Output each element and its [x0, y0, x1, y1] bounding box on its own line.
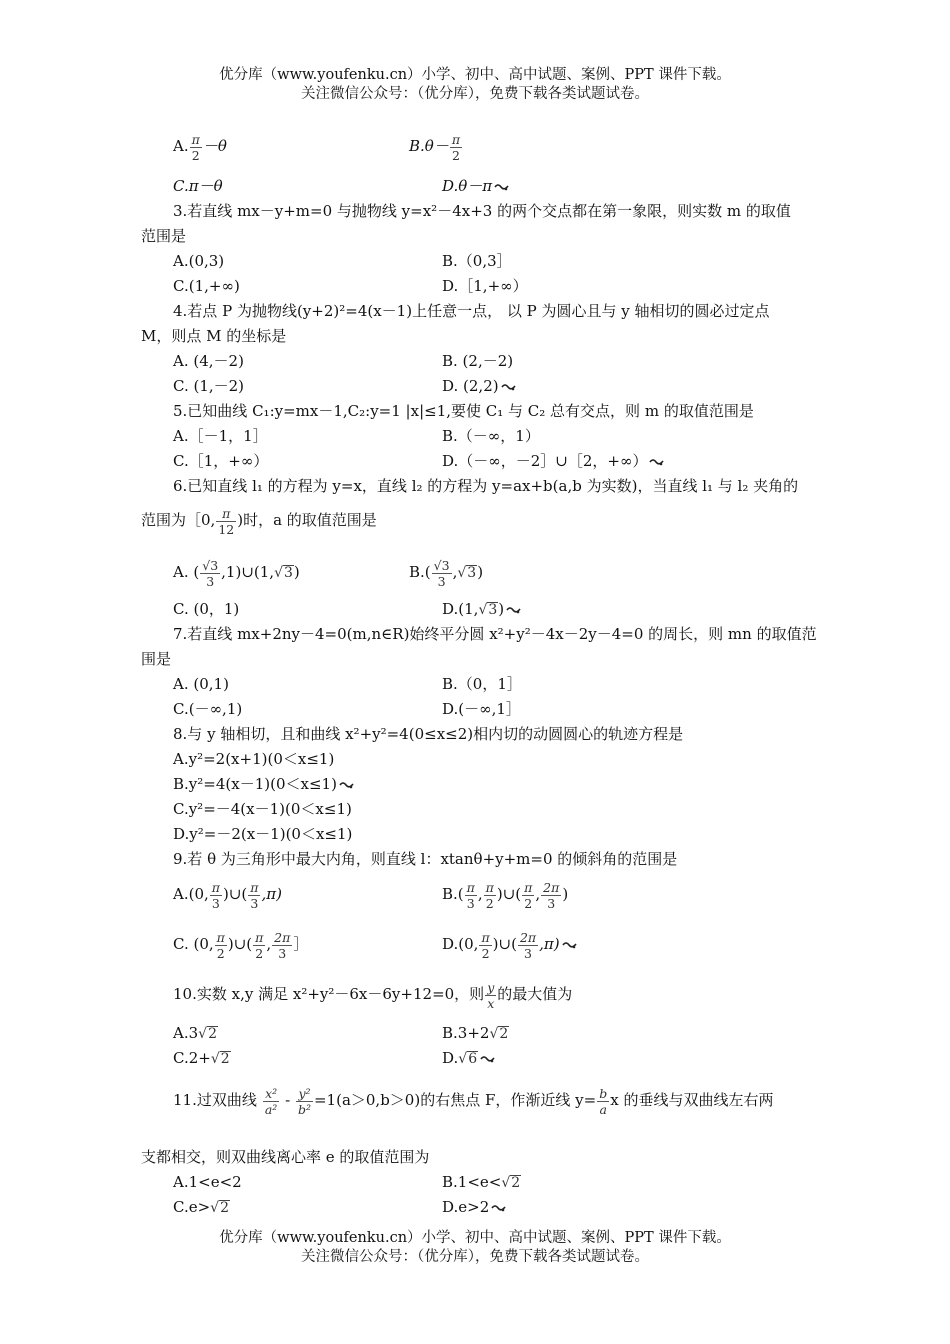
- q9-option-b: B.( $\frac{\pi}{3}$ , $\frac{\pi}{2}$ )∪( $\frac{\pi}{2}$ , $\frac{2\pi}{3}$ ): [442, 879, 569, 911]
- q7-option-c: C.(－∞,1): [173, 700, 243, 718]
- q3-option-b: B.（0,3］: [442, 252, 512, 270]
- q9-stem: 9.若 θ 为三角形中最大内角，则直线 l：xtanθ+y+m=0 的倾斜角的范围是: [173, 850, 678, 868]
- q2-option-a: A. $\frac{\pi}{2}$ －θ: [173, 131, 227, 163]
- q2-option-b: B.θ－ $\frac{\pi}{2}$: [409, 131, 461, 163]
- answer-mark-icon: [562, 941, 577, 950]
- q11-option-c: C.e>√2: [173, 1198, 229, 1216]
- q6-stem-line-2: 范围为［0, $\frac{\pi}{12}$ )时，a 的取值范围是: [141, 505, 377, 537]
- q8-option-d: D.y²=－2(x－1)(0＜x≤1): [173, 825, 353, 843]
- q4-stem-line-1: 4.若点 P 为抛物线(y+2)²=4(x－1)上任意一点， 以 P 为圆心且与 y 轴相切的圆必过定点: [173, 302, 770, 320]
- answer-mark-icon: [501, 383, 516, 392]
- footer-line-2: 关注微信公众号：（优分库），免费下载各类试题试卷。: [301, 1249, 649, 1265]
- page-footer: [0, 1229, 950, 1267]
- q4-option-b: B. (2,－2): [442, 352, 514, 370]
- q6-stem-line-1: 6.已知直线 l₁ 的方程为 y=x，直线 l₂ 的方程为 y=ax+b(a,b 为实数)，当直线 l₁ 与 l₂ 夹角的: [173, 477, 799, 495]
- q4-stem-line-2: M，则点 M 的坐标是: [141, 327, 287, 345]
- q3-option-c: C.(1,+∞): [173, 277, 240, 295]
- q5-stem: 5.已知曲线 C₁:y=mx－1,C₂:y=1 |x|≤1,要使 C₁ 与 C₂ 总有交点，则 m 的取值范围是: [173, 402, 754, 420]
- q2-option-c: C.π－θ: [173, 177, 223, 195]
- q4-option-a: A. (4,－2): [173, 352, 244, 370]
- q7-option-d: D.(－∞,1］: [442, 700, 521, 718]
- q8-stem: 8.与 y 轴相切，且和曲线 x²+y²=4(0≤x≤2)相内切的动圆圆心的轨迹方程是: [173, 725, 684, 743]
- q8-option-a: A.y²=2(x+1)(0＜x≤1): [173, 750, 335, 768]
- q6-option-a: A. ( $\frac{√3}{3}$ ,1)∪(1,√3): [173, 557, 300, 589]
- q10-stem: 10.实数 x,y 满足 x²+y²－6x－6y+12=0，则 $\frac{y}{x}$ 的最大值为: [173, 979, 573, 1011]
- q11-stem-line-2: 支都相交，则双曲线离心率 e 的取值范围为: [141, 1148, 430, 1166]
- answer-mark-icon: [339, 781, 354, 790]
- q8-option-b: B.y²=4(x－1)(0＜x≤1): [173, 773, 354, 795]
- answer-mark-icon: [506, 606, 521, 615]
- q8-option-c: C.y²=－4(x－1)(0＜x≤1): [173, 800, 352, 818]
- header-line-2: 关注微信公众号：（优分库），免费下载各类试题试卷。: [301, 86, 649, 102]
- answer-mark-icon: [494, 183, 509, 192]
- page-header: [0, 66, 950, 104]
- footer-line-1: 优分库（www.youfenku.cn）小学、初中、高中试题、案例、PPT 课件下载。: [219, 1230, 731, 1246]
- q10-option-d: D.√6: [442, 1047, 495, 1070]
- header-line-1: 优分库（www.youfenku.cn）小学、初中、高中试题、案例、PPT 课件下载。: [219, 67, 731, 83]
- q7-stem-line-1: 7.若直线 mx+2ny－4=0(m,n∈R)始终平分圆 x²+y²－4x－2y－4=0 的周长，则 mn 的取值范: [173, 625, 817, 643]
- q3-option-d: D.［1,+∞）: [442, 277, 528, 295]
- q9-option-d: D.(0, $\frac{\pi}{2}$ )∪( $\frac{2\pi}{3}$ ,π): [442, 924, 577, 964]
- q3-option-a: A.(0,3): [173, 252, 225, 270]
- q11-option-a: A.1<e<2: [173, 1173, 242, 1191]
- q6-option-c: C. (0，1): [173, 600, 240, 618]
- q7-option-a: A. (0,1): [173, 675, 229, 693]
- answer-mark-icon: [491, 1204, 506, 1213]
- q2-option-d: D.θ－π: [442, 175, 509, 197]
- q3-stem-line-2: 范围是: [141, 227, 187, 245]
- q5-option-d: D.（－∞，－2］∪［2，+∞）: [442, 450, 664, 472]
- q9-option-c: C. (0, $\frac{\pi}{2}$ )∪( $\frac{\pi}{2}$ , $\frac{2\pi}{3}$ ］: [173, 929, 309, 961]
- q10-option-b: B.3+2√2: [442, 1024, 509, 1042]
- q11-option-b: B.1<e<√2: [442, 1173, 521, 1191]
- q11-option-d: D.e>2: [442, 1196, 506, 1218]
- q7-option-b: B.（0，1］: [442, 675, 522, 693]
- q3-stem-line-1: 3.若直线 mx－y+m=0 与抛物线 y=x²－4x+3 的两个交点都在第一象限，则实数 m 的取值: [173, 202, 791, 220]
- q4-option-d: D. (2,2): [442, 375, 516, 397]
- q10-option-a: A.3√2: [173, 1024, 217, 1042]
- answer-mark-icon: [480, 1055, 495, 1064]
- q9-option-a: A.(0, $\frac{\pi}{3}$ )∪( $\frac{\pi}{3}$ ,π): [173, 879, 282, 911]
- q7-stem-line-2: 围是: [141, 650, 172, 668]
- q6-option-d: D.(1,√3): [442, 598, 521, 621]
- q11-stem-line-1: 11.过双曲线 $\frac{\text{x²}}{\text{a²}}$ - $\frac{\text{y²}}{\text{b²}}$ =1(a＞0,b＞0)的右焦点 F，作渐近线 y= $\frac{b}{a}$ x 的垂线与双曲线左右两: [173, 1085, 774, 1117]
- answer-mark-icon: [649, 458, 664, 467]
- q6-option-b: B.( $\frac{√3}{3}$ ,√3): [409, 557, 484, 589]
- q5-option-c: C.［1，+∞）: [173, 452, 269, 470]
- q10-option-c: C.2+√2: [173, 1049, 230, 1067]
- q4-option-c: C. (1,－2): [173, 377, 245, 395]
- q5-option-b: B.（－∞，1）: [442, 427, 540, 445]
- q5-option-a: A.［－1，1］: [173, 427, 268, 445]
